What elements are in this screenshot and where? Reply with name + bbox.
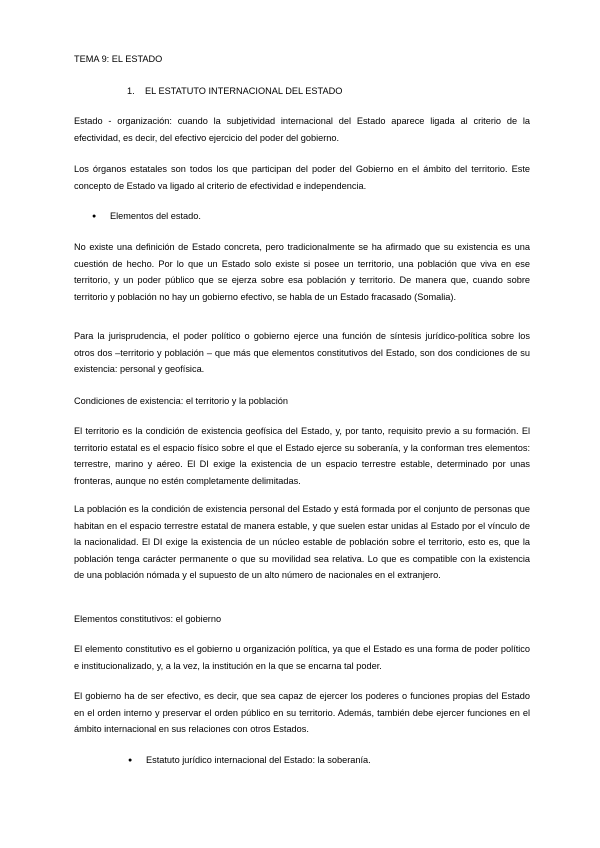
paragraph: No existe una definición de Estado concreta, pero tradicionalmente se ha afirmado que su existencia es una cuestión de hecho. Por lo que un Estado solo existe si posee un territorio, una población que viva en ese territorio, y un poder público que se ejerza sobre esa población y territorio. De manera que, cuando sobre territorio y población no hay un gobierno efectivo, se habla de un Estado fracasado (Somalia). <box>74 242 530 302</box>
bullet-heading: Estatuto jurídico internacional del Estado: la soberanía. <box>146 755 371 765</box>
bullet-icon: ● <box>92 213 97 220</box>
paragraph: El gobierno ha de ser efectivo, es decir, que sea capaz de ejercer los poderes o funciones propias del Estado en el orden interno y preservar el orden público en su territorio. Además, también debe ejercer funciones en el ámbito internacional en sus relaciones con otros Estados. <box>74 691 530 734</box>
bullet-icon: ● <box>128 757 133 764</box>
paragraph: Estado - organización: cuando la subjetividad internacional del Estado aparece ligada al criterio de la efectividad, es decir, del efectivo ejercicio del poder del gobierno. <box>74 116 530 143</box>
paragraph: El elemento constitutivo es el gobierno u organización política, ya que el Estado es una forma de poder político e institucionalizado, y, a la vez, la institución en la que se encarna tal poder. <box>74 644 530 671</box>
paragraph: El territorio es la condición de existencia geofísica del Estado, y, por tanto, requisito previo a su formación. El territorio estatal es el espacio físico sobre el que el Estado ejerce su soberanía, y la conforman tres elementos: terrestre, marino y aéreo. El DI exige la existencia de un espacio terrestre estable, determinado por unas fronteras, aunque no estén completamente delimitadas. <box>74 426 530 486</box>
document-title: TEMA 9: EL ESTADO <box>74 54 163 64</box>
paragraph: La población es la condición de existencia personal del Estado y está formada por el conjunto de personas que habitan en el espacio terrestre estatal de manera estable, y que suelen estar unidas al Estado por el vínculo de la nacionalidad. El DI exige la existencia de un núcleo estable de población sobre el territorio, esto es, que la población tenga carácter permanente o que su movilidad sea relativa. Lo que es compatible con la existencia de una población nómada y el supuesto de un alto número de nacionales en el extranjero. <box>74 504 530 580</box>
paragraph: Los órganos estatales son todos los que participan del poder del Gobierno en el ámbito del territorio. Este concepto de Estado va ligado al criterio de efectividad e independencia. <box>74 164 530 191</box>
subheading: Condiciones de existencia: el territorio y la población <box>74 396 288 406</box>
section-heading: EL ESTATUTO INTERNACIONAL DEL ESTADO <box>145 86 343 96</box>
bullet-heading: Elementos del estado. <box>110 211 201 221</box>
subheading: Elementos constitutivos: el gobierno <box>74 614 222 624</box>
paragraph: Para la jurisprudencia, el poder político o gobierno ejerce una función de síntesis jurídico-política sobre los otros dos –territorio y población – que más que elementos constitutivos del Estado, son dos condiciones de su existencia: personal y geofísica. <box>74 331 530 374</box>
section-number: 1. <box>127 86 135 96</box>
